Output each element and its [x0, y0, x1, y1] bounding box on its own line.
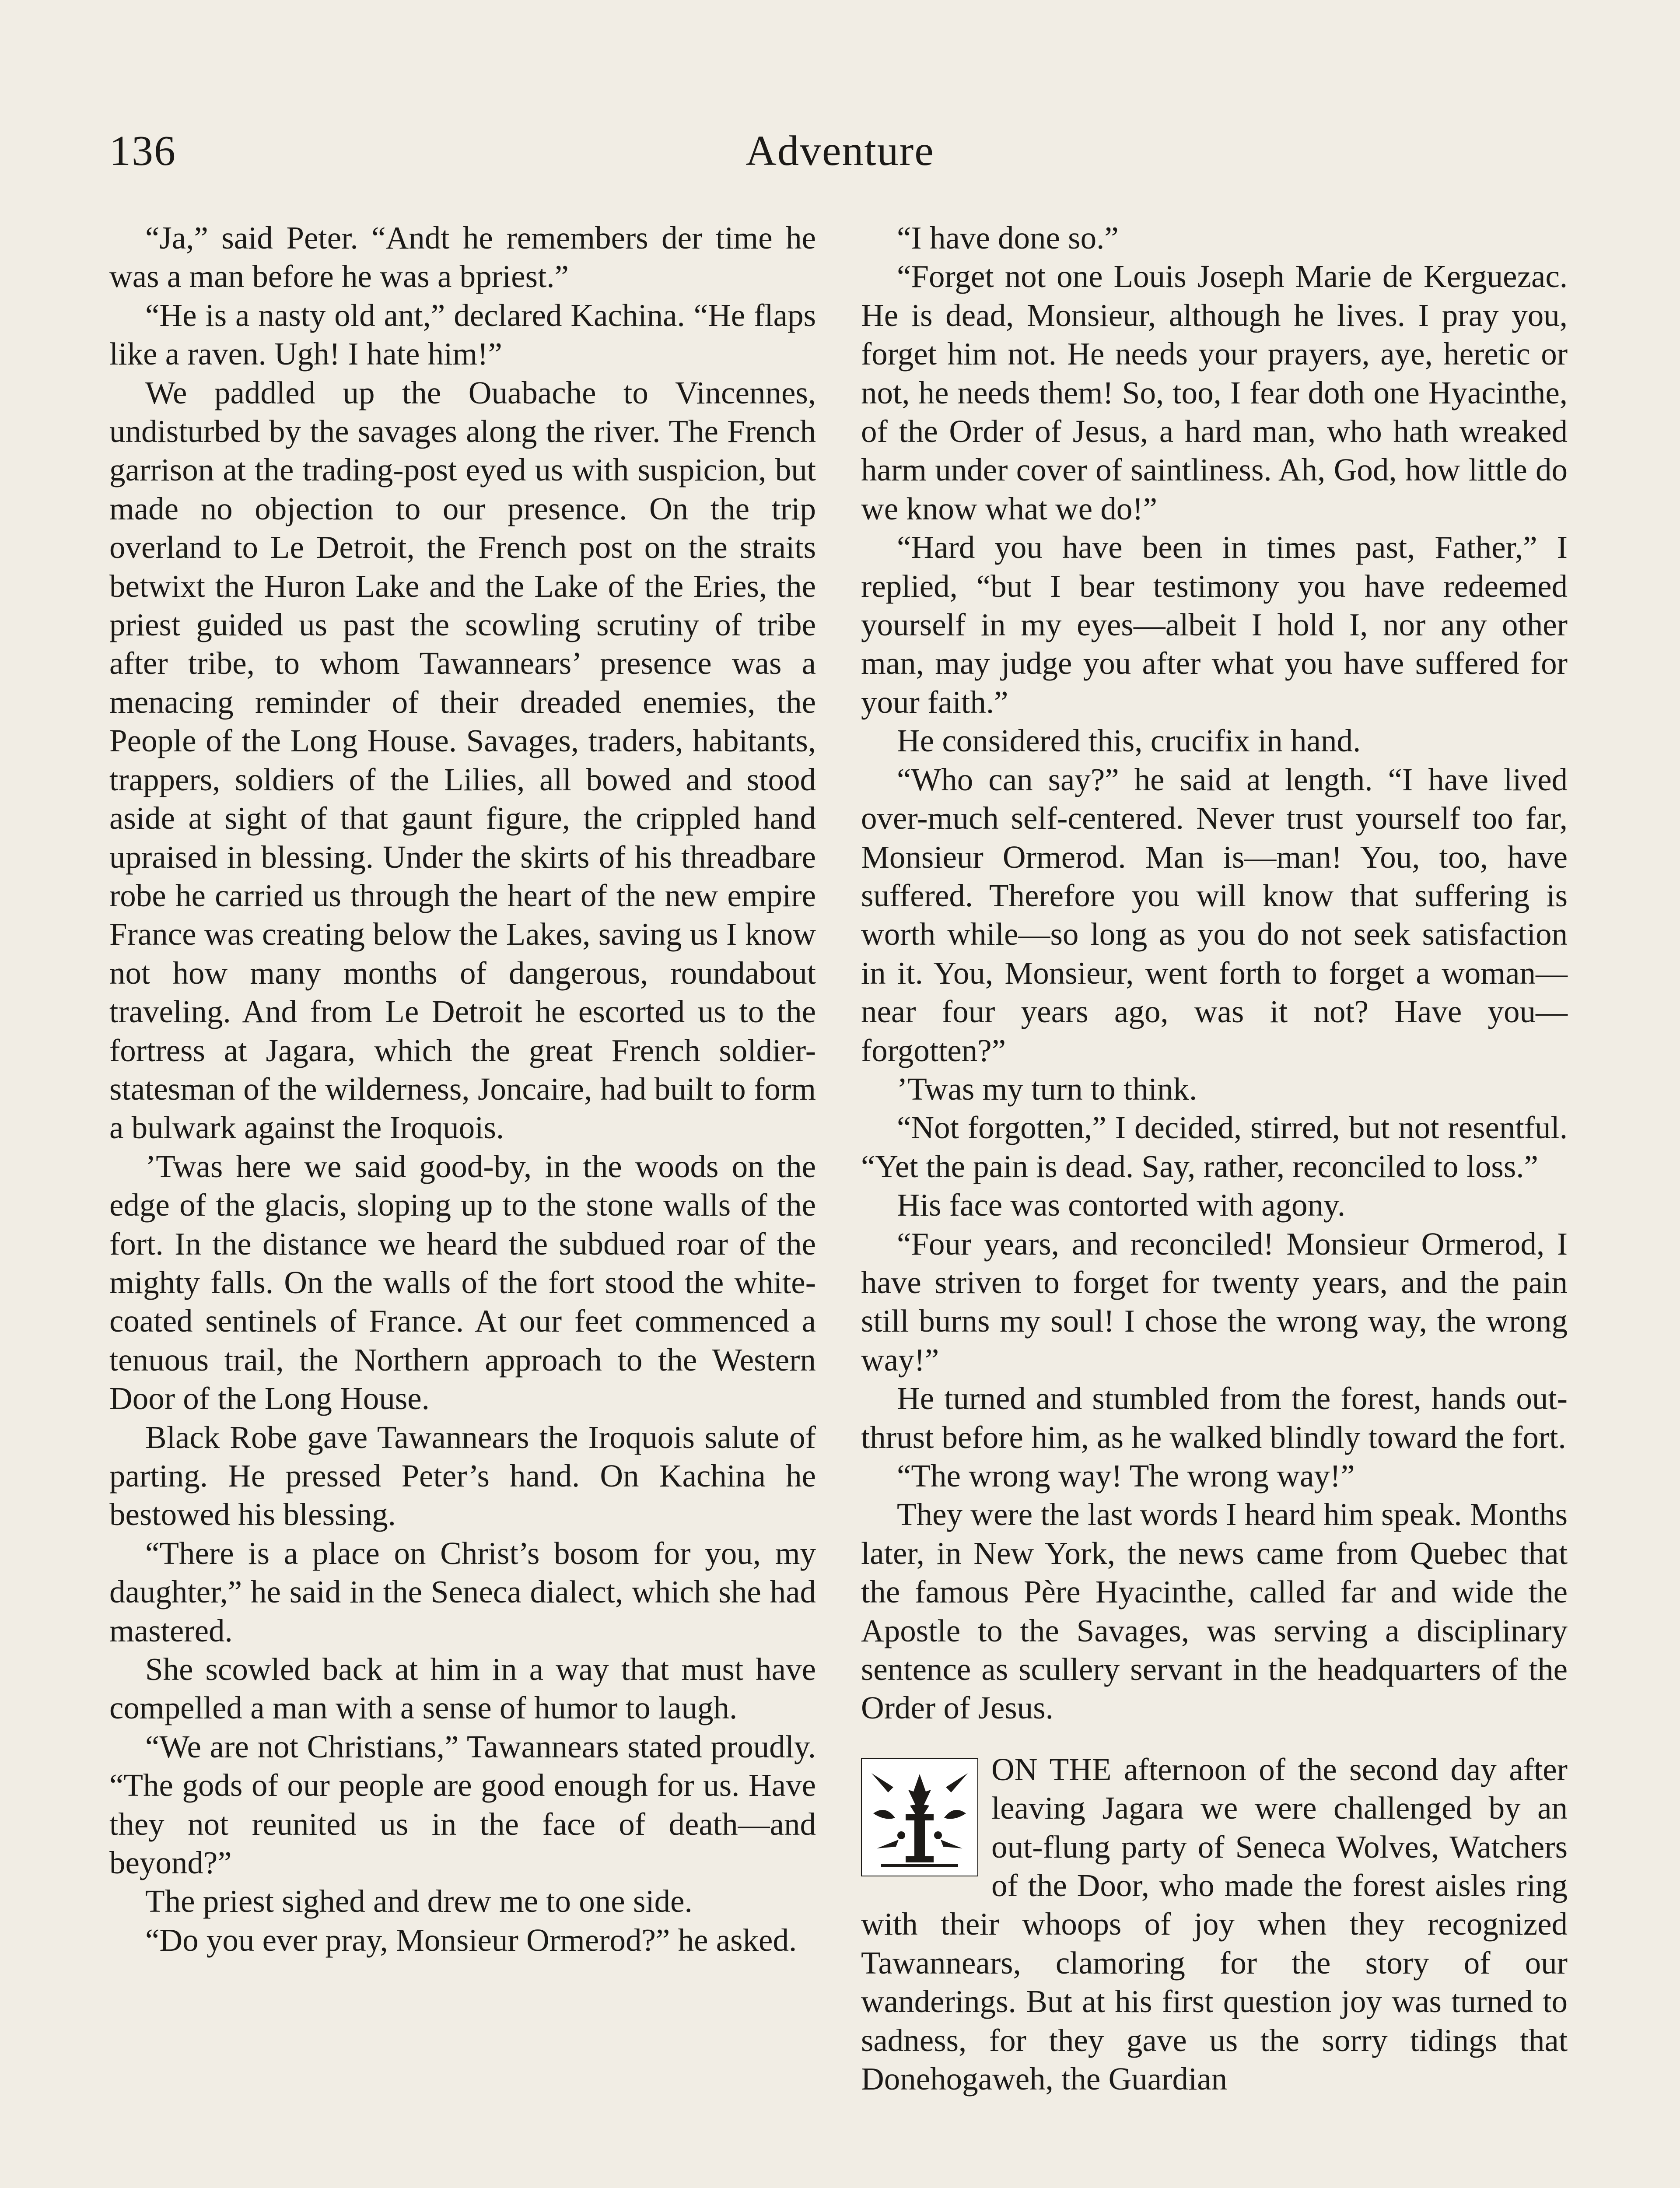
paragraph: She scowled back at him in a way that must have compelled a man with a sense of humor to laugh. — [109, 1652, 816, 1726]
section-opening-paragraph — [861, 1750, 1568, 2099]
paragraph: “He is a nasty old ant,” declared Kachina. “He flaps like a raven. Ugh! I hate him!” — [109, 297, 816, 372]
paragraph: He considered this, crucifix in hand. — [897, 723, 1361, 759]
paragraph: ’Twas here we said good-by, in the woods on the edge of the glacis, sloping up to the stone walls of the fort. In the distance we heard the subdued roar of the mighty falls. On the walls of the fort stood the white-coated sentinels of France. At our feet commenced a tenuous trail, the Northern approach to the Western Door of the Long House. — [109, 1148, 816, 1417]
paragraph: The priest sighed and drew me to one side. — [145, 1883, 693, 1919]
right-column — [861, 219, 1568, 2099]
paragraph: “The wrong way! The wrong way!” — [897, 1458, 1355, 1494]
paragraph: “We are not Christians,” Tawannears stated proudly. “The gods of our people are good enough for us. Have they not reunited us in the face of death—and beyond?” — [109, 1729, 816, 1881]
paragraph: ’Twas my turn to think. — [897, 1071, 1197, 1107]
decorative-initial-icon — [861, 1758, 978, 1876]
page-header — [109, 123, 1571, 179]
paragraph-text: ON THE afternoon of the second day after leaving Jagara we were challenged by an out-flung party of Seneca Wolves, Watchers of the Door, who made the forest aisles ring with their whoops of joy when they recognized Tawannears, clamoring for the story of our wanderings. But at his first question joy was turned to sadness, for they gave us the sorry tidings that Donehogaweh, the Guardian — [861, 1751, 1568, 2097]
paragraph: He turned and stumbled from the forest, hands out-thrust before him, as he walked blindly toward the fort. — [861, 1381, 1568, 1455]
paragraph: His face was contorted with agony. — [897, 1187, 1346, 1223]
paragraph: “Not forgotten,” I decided, stirred, but not resentful. “Yet the pain is dead. Say, rather, reconciled to loss.” — [861, 1110, 1568, 1184]
paragraph: “Hard you have been in times past, Father,” I replied, “but I bear testimony you have redeemed yourself in my eyes—albeit I hold I, nor any other man, may judge you after what you have suffered for your faith.” — [861, 529, 1568, 720]
paragraph: “Forget not one Louis Joseph Marie de Kerguezac. He is dead, Monsieur, although he lives. I pray you, forget him not. He needs your prayers, aye, heretic or not, he needs them! So, too, I fear doth one Hyacinthe, of the Order of Jesus, a hard man, who hath wreaked harm under cover of saintliness. Ah, God, how little do we know what we do!” — [861, 259, 1568, 526]
paragraph: “Do you ever pray, Monsieur Ormerod?” he asked. — [145, 1922, 797, 1958]
paragraph: We paddled up the Ouabache to Vincennes, undisturbed by the savages along the river. The French garrison at the trading-post eyed us with suspicion, but made no objection to our presence. On the trip overland to Le Detroit, the French post on the straits betwixt the Huron Lake and the Lake of the Eries, the priest guided us past the scowling scrutiny of tribe after tribe, to whom Tawannears’ presence was a menacing reminder of their dreaded enemies, the People of the Long House. Savages, traders, habitants, trappers, soldiers of the Lilies, all bowed and stood aside at sight of that gaunt figure, the crippled hand upraised in blessing. Under the skirts of his threadbare robe he carried us through the heart of the new empire France was creating below the Lakes, saving us I know not how many months of dangerous, roundabout traveling. And from Le Detroit he escorted us to the fortress at Jagara, which the great French soldier-statesman of the wilderness, Joncaire, had built to form a bulwark against the Iroquois. — [109, 375, 816, 1146]
paragraph: “There is a place on Christ’s bosom for you, my daughter,” he said in the Seneca dialect, which she had mastered. — [109, 1535, 816, 1648]
magazine-title: Adventure — [746, 127, 934, 175]
paragraph: “Who can say?” he said at length. “I have lived over-much self-centered. Never trust yourself too far, Monsieur Ormerod. Man is—man! You, too, have suffered. Therefore you will know that suffering is worth while—so long as you do not seek satisfaction in it. You, Monsieur, went forth to forget a woman—near four years ago, was it not? Have you—forgotten?” — [861, 761, 1568, 1068]
left-column — [109, 219, 816, 1960]
page-number: 136 — [109, 127, 176, 175]
paragraph: Black Robe gave Tawannears the Iroquois salute of parting. He pressed Peter’s hand. On Kachina he bestowed his blessing. — [109, 1419, 816, 1532]
paragraph: “Four years, and reconciled! Monsieur Ormerod, I have striven to forget for twenty years, and the pain still burns my soul! I chose the wrong way, the wrong way!” — [861, 1226, 1568, 1378]
paragraph: They were the last words I heard him speak. Months later, in New York, the news came from Quebec that the famous Père Hyacinthe, called far and wide the Apostle to the Savages, was serving a disciplinary sentence as scullery servant in the headquarters of the Order of Jesus. — [861, 1497, 1568, 1726]
paragraph: “I have done so.” — [897, 220, 1119, 256]
paragraph: “Ja,” said Peter. “Andt he remembers der time he was a man before he was a bpriest.” — [109, 220, 816, 295]
